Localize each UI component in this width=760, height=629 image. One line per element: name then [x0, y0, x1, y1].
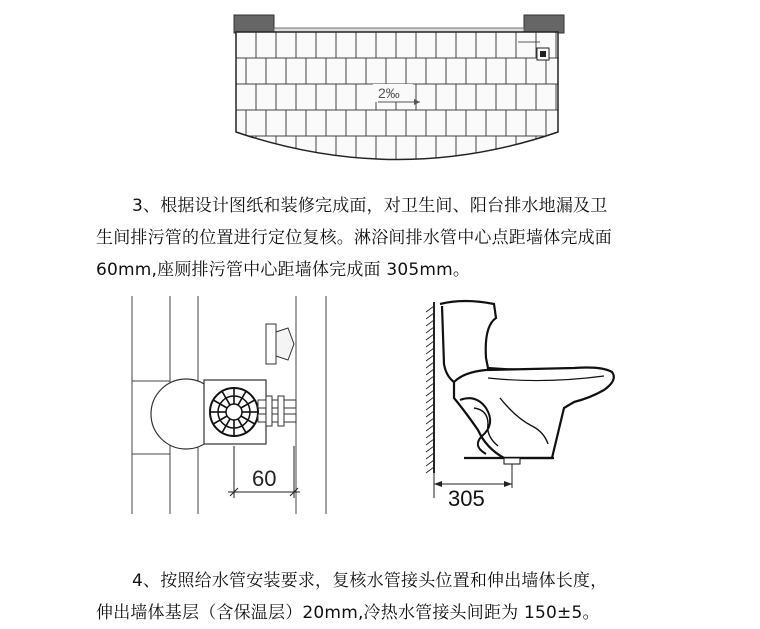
- toilet-section-figure: [424, 298, 624, 513]
- wall-block-left: [234, 15, 274, 33]
- paragraph1-line2: 生间排污管的位置进行定位复核。淋浴间排水管中心点距墙体完成面: [96, 228, 612, 248]
- toilet-tank: [440, 301, 542, 370]
- wall-block-right: [524, 15, 564, 33]
- paragraph2-line2: 伸出墙体基层（含保温层）20mm,冷热水管接头间距为 150±5。: [96, 603, 600, 623]
- shower-floor-plan-figure: [228, 12, 568, 172]
- paragraph-drain-positions: [96, 190, 676, 286]
- paragraph1-line1: 3、根据设计图纸和装修完成面，对卫生间、阳台排水地漏及卫: [132, 196, 608, 216]
- slope-label: 2‰: [378, 85, 400, 101]
- drain-dimension-label: 60: [252, 466, 277, 491]
- paragraph-water-pipe: [96, 565, 676, 629]
- valve-icon: [276, 328, 294, 360]
- shower-drain-section-figure: [128, 296, 338, 518]
- toilet-dimension-label: 305: [448, 486, 485, 511]
- paragraph2-line1: 4、按照给水管安装要求，复核水管接头位置和伸出墙体长度，: [132, 571, 608, 591]
- paragraph1-line3: 60mm,座厕排污管中心距墙体完成面 305mm。: [96, 260, 471, 280]
